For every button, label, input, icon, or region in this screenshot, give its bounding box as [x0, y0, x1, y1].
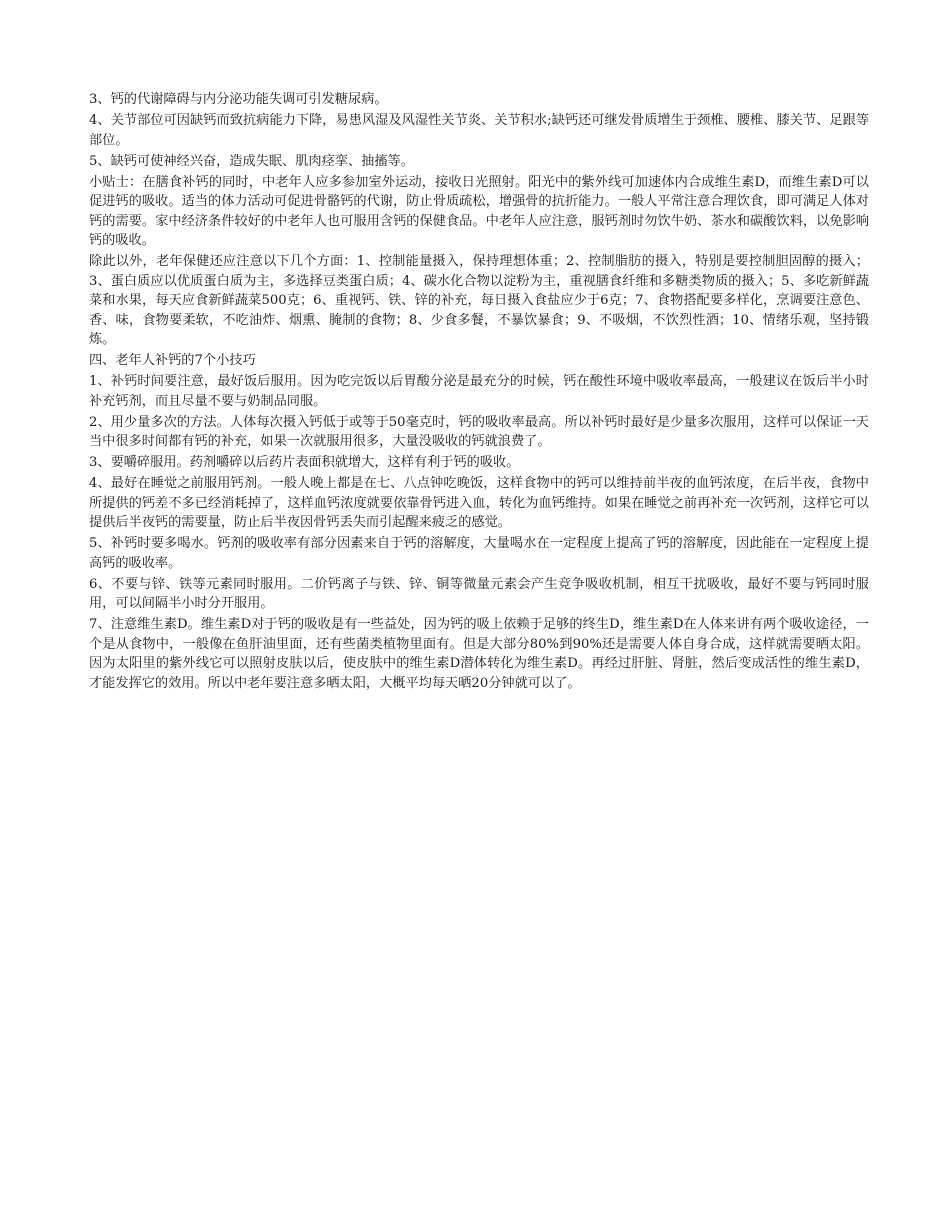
paragraph-tips: 小贴士：在膳食补钙的同时，中老年人应多参加室外运动，接收日光照射。阳光中的紫外线可加速体内合成维生素D，而维生素D可以促进钙的吸收。适当的体力活动可促进骨骼钙的代谢，防止骨质疏松，增强骨的抗折能力。一般人平常注意合理饮食，即可满足人体对钙的需要。家中经济条件较好的中老年人也可服用含钙的保健食品。中老年人应注意，服钙剂时勿饮牛奶、茶水和碳酸饮料，以免影响钙的吸收。: [89, 174, 869, 248]
paragraph-diabetes: 3、钙的代谢障碍与内分泌功能失调可引发糖尿病。: [89, 92, 388, 107]
document-page: [89, 90, 869, 695]
paragraph-joints: 4、关节部位可因缺钙而致抗病能力下降，易患风湿及风湿性关节炎、关节积水;缺钙还可继发骨质增生于颈椎、腰椎、膝关节、足跟等部位。: [89, 113, 869, 148]
tip-6: 6、不要与锌、铁等元素同时服用。二价钙离子与铁、锌、铜等微量元素会产生竞争吸收机制，相互干扰吸收，最好不要与钙同时服用，可以间隔半小时分开服用。: [89, 576, 869, 611]
tip-5: 5、补钙时要多喝水。钙剂的吸收率有部分因素来自于钙的溶解度，大量喝水在一定程度上提高了钙的溶解度，因此能在一定程度上提高钙的吸收率。: [89, 536, 869, 571]
section-heading: 四、老年人补钙的7个小技巧: [89, 353, 256, 368]
tip-4: 4、最好在睡觉之前服用钙剂。一般人晚上都是在七、八点钟吃晚饭，这样食物中的钙可以维持前半夜的血钙浓度，在后半夜，食物中所提供的钙差不多已经消耗掉了，这样血钙浓度就要依靠骨钙进入血，转化为血钙维持。如果在睡觉之前再补充一次钙剂，这样它可以提供后半夜钙的需要量，防止后半夜因骨钙丢失而引起醒来疲乏的感觉。: [89, 476, 869, 530]
tip-2: 2、用少量多次的方法。人体每次摄入钙低于或等于50毫克时，钙的吸收率最高。所以补钙时最好是少量多次服用，这样可以保证一天当中很多时间都有钙的补充，如果一次就服用很多，大量没吸收的钙就浪费了。: [89, 414, 869, 449]
tip-7: 7、注意维生素D。维生素D对于钙的吸收是有一些益处，因为钙的吸上依赖于足够的终生D，维生素D在人体来讲有两个吸收途径，一个是从食物中，一般像在鱼肝油里面，还有些菌类植物里面有。但是大部分80%到90%还是需要人体自身合成，这样就需要晒太阳。因为太阳里的紫外线它可以照射皮肤以后，使皮肤中的维生素D潜体转化为维生素D。再经过肝脏、肾脏，然后变成活性的维生素D，才能发挥它的效用。所以中老年要注意多晒太阳，大概平均每天晒20分钟就可以了。: [89, 617, 869, 691]
paragraph-elderly-care: 除此以外，老年保健还应注意以下几个方面：1、控制能量摄入，保持理想体重；2、控制脂肪的摄入，特别是要控制胆固醇的摄入；3、蛋白质应以优质蛋白质为主，多选择豆类蛋白质；4、碳水化合物以淀粉为主，重视膳食纤维和多糖类物质的摄入；5、多吃新鲜蔬菜和水果，每天应食新鲜蔬菜500克；6、重视钙、铁、锌的补充，每日摄入食盐应少于6克；7、食物搭配要多样化，烹调要注意色、香、味，食物要柔软，不吃油炸、烟熏、腌制的食物；8、少食多餐，不暴饮暴食；9、不吸烟，不饮烈性酒；10、情绪乐观，坚持锻炼。: [89, 254, 869, 347]
tip-1: 1、补钙时间要注意，最好饭后服用。因为吃完饭以后胃酸分泌是最充分的时候，钙在酸性环境中吸收率最高，一般建议在饭后半小时补充钙剂，而且尽量不要与奶制品同服。: [89, 374, 869, 409]
paragraph-nerves: 5、缺钙可使神经兴奋，造成失眠、肌肉痉挛、抽搐等。: [89, 153, 414, 169]
tip-3: 3、要嚼碎服用。药剂嚼碎以后药片表面积就增大，这样有利于钙的吸收。: [89, 455, 520, 470]
